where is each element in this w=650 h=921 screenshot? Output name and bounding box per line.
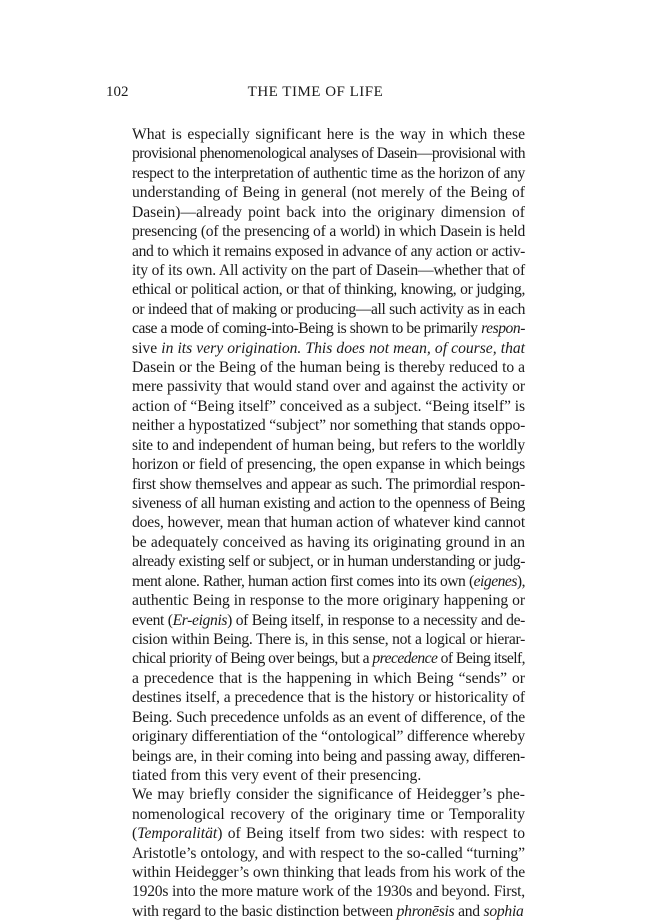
text-run: originary differentiation of the “ontological” difference whereby (132, 728, 525, 746)
text-run: 1920s into the more mature work of the 1930s and beyond. First, (132, 883, 525, 901)
text-line (106, 513, 525, 532)
text-line (106, 611, 525, 630)
text-run: Dasein)—already point back into the originary dimension of (132, 203, 525, 221)
text-run: tiated from this very event of their presencing. (132, 766, 422, 784)
text-line (106, 649, 525, 668)
text-line (106, 572, 525, 591)
text-run: first show themselves and appear as such. The primordial respon- (132, 475, 525, 493)
text-run: event ( (132, 611, 173, 629)
italic-term: precedence (372, 650, 438, 668)
text-line (106, 300, 525, 319)
text-run: beings are, in their coming into being and passing away, differen- (132, 747, 525, 765)
text-run: ( (132, 825, 138, 843)
running-title: THE TIME OF LIFE (247, 84, 384, 100)
text-line (106, 436, 525, 455)
text-line (106, 902, 525, 921)
text-line (106, 242, 525, 261)
text-line (106, 222, 525, 241)
text-run: already existing self or subject, or in human understanding or judg- (132, 553, 525, 571)
text-run: site to and independent of human being, but refers to the worldly (132, 436, 525, 454)
text-line (106, 552, 525, 571)
text-line (106, 669, 525, 688)
text-line (106, 339, 525, 358)
text-line (106, 455, 525, 474)
text-run: ity of its own. All activity on the part of Dasein—whether that of (132, 261, 525, 279)
text-run: within Heidegger’s own thinking that leads from his work of the (132, 864, 525, 882)
text-line (106, 882, 525, 901)
text-line (106, 708, 525, 727)
text-run: ) of Being itself from two sides: with respect to (217, 825, 525, 843)
text-run: nomenological recovery of the originary time or Temporality (132, 805, 525, 823)
text-run: cision within Being. There is, in this sense, not a logical or hierar- (132, 630, 525, 648)
italic-term: respon- (481, 320, 525, 338)
running-header (106, 84, 525, 104)
text-line (106, 397, 525, 416)
text-line (106, 785, 525, 804)
italic-term: sophia (483, 902, 524, 920)
text-run: understanding of Being in general (not merely of the Being of (132, 184, 525, 202)
text-line (106, 377, 525, 396)
text-run: action of “Being itself” conceived as a subject. “Being itself” is (132, 397, 525, 415)
text-line (106, 416, 525, 435)
text-run: case a mode of coming-into-Being is shown to be primarily (132, 320, 482, 338)
text-run: presencing (of the presencing of a world) in which Dasein is held (132, 223, 525, 241)
text-line (106, 358, 525, 377)
text-line (106, 727, 525, 746)
text-run: with regard to the basic distinction between (132, 902, 397, 920)
text-run: a precedence that is the happening in which Being “sends” or (132, 669, 525, 687)
text-run: be adequately conceived as having its originating ground in an (132, 533, 525, 551)
text-line (106, 319, 525, 338)
text-line (106, 494, 525, 513)
text-line (106, 863, 525, 882)
text-run: ), (516, 572, 525, 590)
text-run: We may briefly consider the significance of Heidegger’s phe- (132, 786, 525, 804)
italic-term: phronēsis (396, 902, 455, 920)
text-run: and (454, 902, 484, 920)
text-line (106, 591, 525, 610)
text-run: provisional phenomenological analyses of Dasein—provisional with (132, 145, 525, 163)
text-line (106, 824, 525, 843)
text-run: does, however, mean that human action of whatever kind cannot (132, 514, 525, 532)
italic-term: eigenes (473, 572, 517, 590)
text-line (106, 261, 525, 280)
text-run: horizon or field of presencing, the open expanse in which beings (132, 456, 525, 474)
text-run: Being. Such precedence unfolds as an event of difference, of the (132, 708, 525, 726)
text-line (106, 805, 525, 824)
text-line (106, 280, 525, 299)
text-run: mere passivity that would stand over and against the activity or (132, 378, 525, 396)
text-run: and to which it remains exposed in advance of any action or activ- (132, 242, 525, 260)
text-run: What is especially significant here is the way in which these (132, 126, 525, 143)
text-run: sive (132, 339, 158, 357)
italic-term: in its very origination. This does not mean, of course, that (157, 339, 525, 357)
text-run: Aristotle’s ontology, and with respect to the so-called “turning” (132, 844, 525, 862)
text-run: or indeed that of making or producing—all such activity as in each (132, 300, 525, 318)
page-number: 102 (106, 84, 129, 100)
italic-term: Temporalität (137, 825, 218, 843)
text-line (106, 164, 525, 183)
text-run: neither a hypostatized “subject” nor something that stands oppo- (132, 417, 526, 435)
paragraph (106, 125, 525, 785)
text-line (106, 125, 525, 144)
italic-term: Er-eignis (172, 611, 228, 629)
text-run: respect to the interpretation of authentic time as the horizon of any (132, 164, 525, 182)
text-line (106, 475, 525, 494)
text-line (106, 630, 525, 649)
text-line (106, 183, 525, 202)
body-text (106, 125, 525, 921)
text-run: siveness of all human existing and action to the openness of Being (132, 495, 525, 513)
text-run: ethical or political action, or that of thinking, knowing, or judging, (132, 281, 525, 299)
text-run: destines itself, a precedence that is the history or historicality of (132, 689, 525, 707)
text-line (106, 203, 525, 222)
text-run: of Being itself, (437, 650, 525, 668)
text-line (106, 747, 525, 766)
text-line (106, 844, 525, 863)
text-run: chical priority of Being over beings, but a (132, 650, 373, 668)
text-line (106, 144, 525, 163)
paragraph (106, 785, 525, 921)
text-line (106, 533, 525, 552)
text-line (106, 766, 525, 785)
text-line (106, 688, 525, 707)
text-run: authentic Being in response to the more originary happening or (132, 592, 525, 610)
text-run: ) of Being itself, in response to a necessity and de- (227, 611, 525, 629)
text-run: Dasein or the Being of the human being is thereby reduced to a (132, 359, 525, 377)
text-run: ment alone. Rather, human action first comes into its own ( (132, 572, 474, 590)
